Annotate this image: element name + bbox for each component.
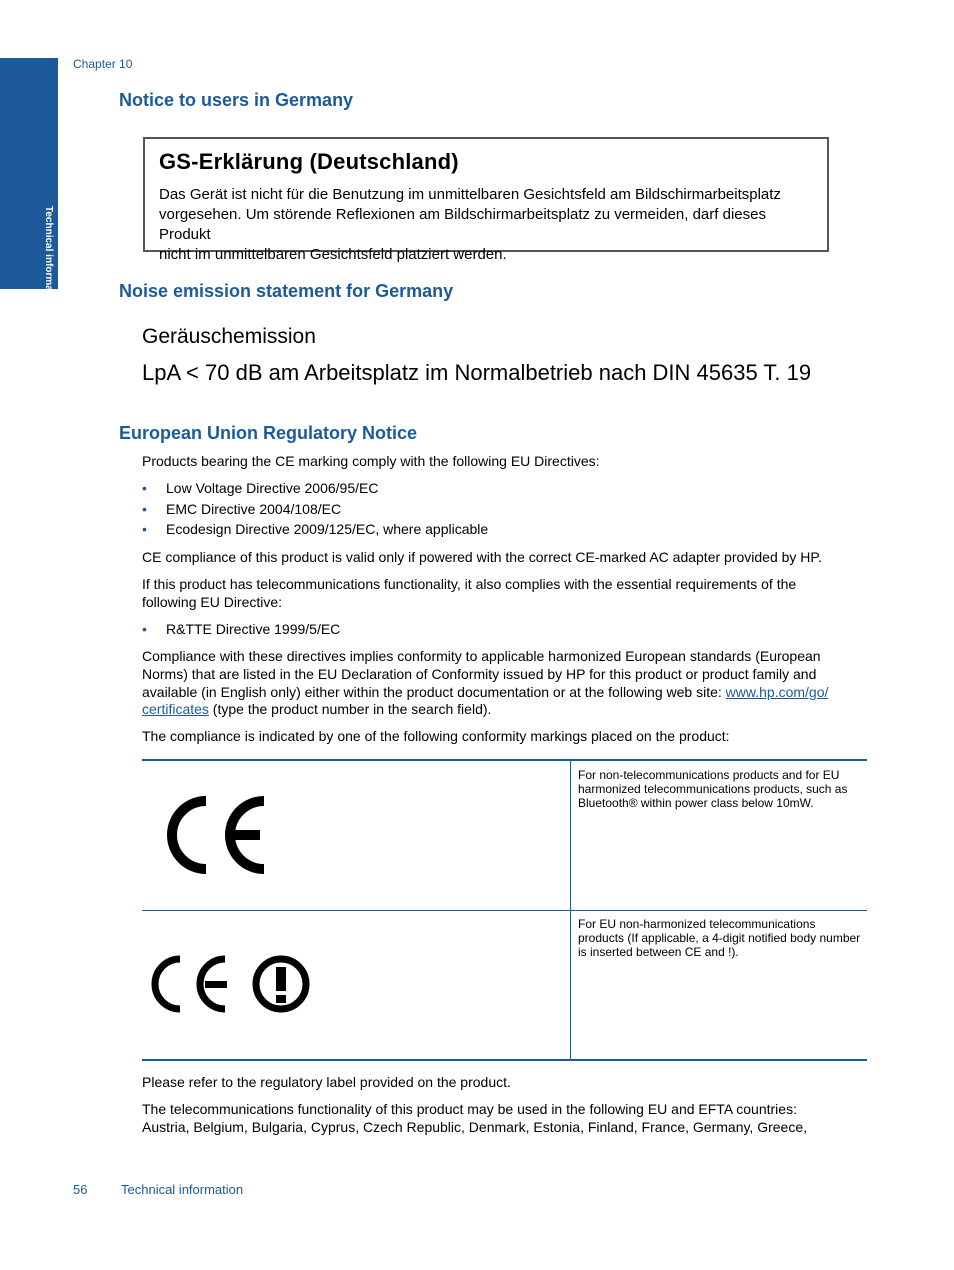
label-paragraph: Please refer to the regulatory label provided on the product. bbox=[142, 1074, 511, 1090]
page-number: 56 bbox=[73, 1182, 88, 1197]
list-item: • Ecodesign Directive 2009/125/EC, where applicable bbox=[142, 521, 489, 537]
eu-notice-title: European Union Regulatory Notice bbox=[119, 423, 418, 443]
compliance-line-1: Compliance with these directives implies conformity to applicable harmonized European standards (European bbox=[142, 648, 821, 664]
ce-alert-mark-icon bbox=[147, 953, 312, 1015]
side-tab-label: Technical information bbox=[43, 206, 54, 310]
table-rule bbox=[142, 1059, 867, 1061]
table-divider bbox=[570, 761, 571, 1059]
hp-certificates-link-cont[interactable]: certificates bbox=[142, 701, 209, 717]
list-item: • EMC Directive 2004/108/EC bbox=[142, 501, 342, 517]
compliance-line-2: Norms) that are listed in the EU Declaration of Conformity issued by HP for this product or product family and bbox=[142, 666, 817, 682]
table-rule bbox=[142, 759, 867, 761]
ce-mark-icon bbox=[160, 793, 270, 877]
chapter-label: Chapter 10 bbox=[73, 57, 133, 71]
noise-emission-title: Noise emission statement for Germany bbox=[119, 281, 454, 301]
gs-line-2: vorgesehen. Um störende Reflexionen am Bildschirmarbeitsplatz zu vermeiden, darf dieses Produkt bbox=[159, 206, 766, 243]
ce-row-2-description: For EU non-harmonized telecommunications products (If applicable, a 4-digit notified body number is inserted between CE and !). bbox=[578, 917, 861, 959]
footer-title: Technical information bbox=[121, 1182, 244, 1197]
germany-notice-title: Notice to users in Germany bbox=[119, 90, 354, 110]
ce-markings-table bbox=[142, 759, 867, 1061]
noise-line-2: LpA < 70 dB am Arbeitsplatz im Normalbetrieb nach DIN 45635 T. 19 bbox=[142, 360, 812, 385]
table-rule bbox=[142, 910, 867, 911]
telecom-line-1: If this product has telecommunications functionality, it also complies with the essential requirements of the bbox=[142, 576, 797, 592]
eu-intro: Products bearing the CE marking comply with the following EU Directives: bbox=[142, 453, 600, 469]
countries-line-2: Austria, Belgium, Bulgaria, Cyprus, Czech Republic, Denmark, Estonia, Finland, France, Germany, Greece, bbox=[142, 1119, 808, 1135]
countries-line-1: The telecommunications functionality of this product may be used in the following EU and EFTA countries: bbox=[142, 1101, 797, 1117]
list-item: • Low Voltage Directive 2006/95/EC bbox=[142, 480, 379, 496]
gs-line-3: nicht im unmittelbaren Gesichtsfeld platziert werden. bbox=[159, 246, 507, 263]
compliance-line-3: available (in English only) either within the product documentation or at the following web site: www.hp.com/go/ bbox=[142, 684, 829, 700]
compliance-line-4: certificates (type the product number in the search field). bbox=[142, 701, 492, 717]
telecom-line-2: following EU Directive: bbox=[142, 594, 283, 610]
list-item: • R&TTE Directive 1999/5/EC bbox=[142, 621, 341, 637]
adapter-paragraph: CE compliance of this product is valid only if powered with the correct CE-marked AC adapter provided by HP. bbox=[142, 549, 822, 565]
noise-line-1: Geräuschemission bbox=[142, 325, 316, 348]
gs-line-1: Das Gerät ist nicht für die Benutzung im unmittelbaren Gesichtsfeld am Bildschirmarbeitsplatz bbox=[159, 186, 781, 203]
hp-certificates-link[interactable]: www.hp.com/go/ bbox=[725, 684, 829, 700]
ce-row-1-description: For non-telecommunications products and for EU harmonized telecommunications products, such as Bluetooth® within power class below 10mW. bbox=[578, 768, 848, 810]
gs-title: GS-Erklärung (Deutschland) bbox=[159, 149, 459, 174]
side-tab bbox=[0, 58, 58, 310]
gs-declaration-box bbox=[143, 137, 829, 263]
markings-paragraph: The compliance is indicated by one of the following conformity markings placed on the product: bbox=[142, 728, 730, 744]
